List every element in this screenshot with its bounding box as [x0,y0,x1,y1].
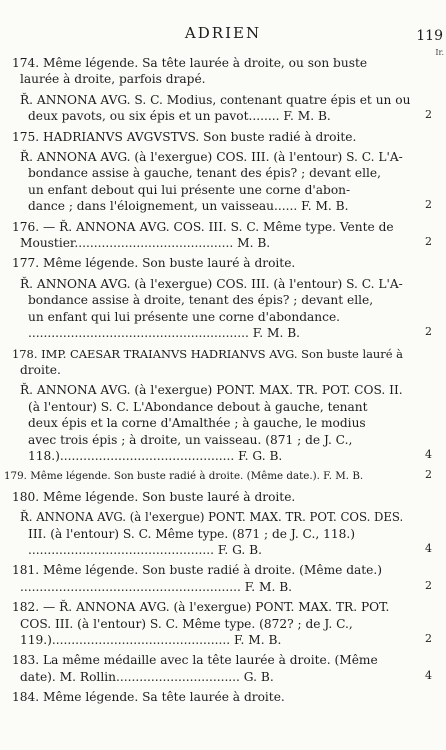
catalogue-entry [0,255,446,271]
entry-line: bondance assise à gauche, tenant des épis? ; devant elle, [28,166,381,181]
page-number: 119 [416,28,443,44]
entry-line: deux épis et la corne d'Amalthée ; à gauche, le modius [28,416,366,431]
catalogue-entry [0,55,446,88]
entry-text [12,129,410,145]
entry-line: 118.)............................................. F. G. B. [28,448,283,463]
signature-mark: Ir. [435,48,444,57]
entry-text [12,55,410,88]
entry-line: un enfant debout qui lui présente une corne d'abon- [28,182,351,197]
entry-line: 177. Même légende. Son buste lauré à droite. [12,256,296,271]
rarity-count: 2 [425,578,432,592]
rarity-count: 4 [425,541,432,555]
rarity-count: 2 [425,235,432,249]
catalogue-entry [0,489,446,505]
catalogue-entries [0,55,446,710]
catalogue-entry-reverse [0,276,446,342]
entry-line: Moustier......................................... M. B. [20,236,271,251]
entry-text [20,149,410,215]
entry-line: ......................................................... F. M. B. [28,326,301,341]
rarity-count: 4 [425,447,432,461]
rarity-count: 4 [425,668,432,682]
entry-text [12,346,410,379]
entry-text [12,562,410,595]
rarity-count: 2 [425,108,432,122]
entry-line: avec trois épis ; à droite, un vaisseau. (871 ; de J. C., [28,432,353,447]
entry-line: 182. — Ř. ANNONA AVG. (à l'exergue) PONT. MAX. TR. POT. [12,600,390,615]
entry-line: 178. IMP. CAESAR TRAIANVS HADRIANVS AVG. Son buste lauré à [12,346,403,361]
catalogue-entry [0,346,446,379]
entry-text [20,92,411,125]
catalogue-entry [0,689,446,705]
entry-text [4,468,410,484]
entry-line: (à l'entour) S. C. L'Abondance debout à gauche, tenant [28,399,368,414]
entry-line: Ř. ANNONA AVG. (à l'exergue) COS. III. (à l'entour) S. C. L'A- [20,150,403,165]
entry-text [12,255,410,271]
entry-text [12,219,410,252]
catalogue-entry [0,129,446,145]
entry-line: ................................................ F. G. B. [28,542,263,557]
entry-line: 176. — Ř. ANNONA AVG. COS. III. S. C. Même type. Vente de [12,219,394,234]
rarity-count: 2 [425,198,432,212]
entry-line: date). M. Rollin................................ G. B. [20,669,274,684]
catalogue-entry-reverse [0,509,446,558]
catalogue-entry [0,652,446,685]
entry-text [20,509,410,558]
entry-line: droite. [20,362,61,377]
entry-line: COS. III. (à l'entour) S. C. Même type. (872? ; de J. C., [20,616,353,631]
entry-text [12,652,410,685]
entry-line: bondance assise à droite, tenant des épis? ; devant elle, [28,293,374,308]
rarity-count: 2 [425,632,432,645]
entry-text [12,689,410,705]
entry-line: Ř. ANNONA AVG. (à l'exergue) COS. III. (à l'entour) S. C. L'A- [20,276,403,291]
entry-line: Ř. ANNONA AVG. (à l'exergue) PONT. MAX. TR. POT. COS. II. [20,383,403,398]
catalogue-entry [0,562,446,595]
entry-line: 174. Même légende. Sa tête laurée à droite, ou son buste [12,56,368,70]
entry-text [20,276,410,342]
entry-line: dance ; dans l'éloignement, un vaisseau...... F. M. B. [28,199,349,214]
catalogue-entry-reverse [0,149,446,215]
catalogue-entry [0,219,446,252]
entry-text [12,599,410,648]
entry-line: deux pavots, ou six épis et un pavot........ F. M. B. [28,109,331,124]
rarity-count: 2 [425,325,432,339]
entry-line: 183. La même médaille avec la tête laurée à droite. (Même [12,653,378,668]
entry-line: 179. Même légende. Son buste radié à droite. (Même date.). F. M. B. [4,470,364,483]
catalogue-entry [0,468,446,484]
entry-line: ......................................................... F. M. B. [20,579,293,594]
entry-text [20,382,410,464]
rarity-count: 2 [425,468,432,482]
running-header-title: ADRIEN [184,24,262,42]
catalogue-entry-reverse [0,382,446,464]
catalogue-entry-reverse [0,92,446,125]
entry-line: laurée à droite, parfois drapé. [20,72,206,87]
entry-line: un enfant qui lui présente une corne d'abondance. [28,309,341,324]
entry-line: 181. Même légende. Son buste radié à droite. (Même date.) [12,563,383,578]
entry-line: 184. Même légende. Sa tête laurée à droite. [12,690,285,705]
entry-line: Ř. ANNONA AVG. (à l'exergue) PONT. MAX. TR. POT. COS. DES. [20,510,404,525]
entry-line: 119.).............................................. F. M. B. [20,633,282,647]
entry-line: 180. Même légende. Son buste lauré à droite. [12,489,296,504]
catalogue-entry [0,599,446,648]
entry-line: III. (à l'entour) S. C. Même type. (871 ; de J. C., 118.) [28,526,355,541]
entry-line: Ř. ANNONA AVG. S. C. Modius, contenant quatre épis et un ou [20,92,411,107]
entry-line: 175. HADRIANVS AVGVSTVS. Son buste radié à droite. [12,129,357,144]
entry-text [12,489,410,505]
